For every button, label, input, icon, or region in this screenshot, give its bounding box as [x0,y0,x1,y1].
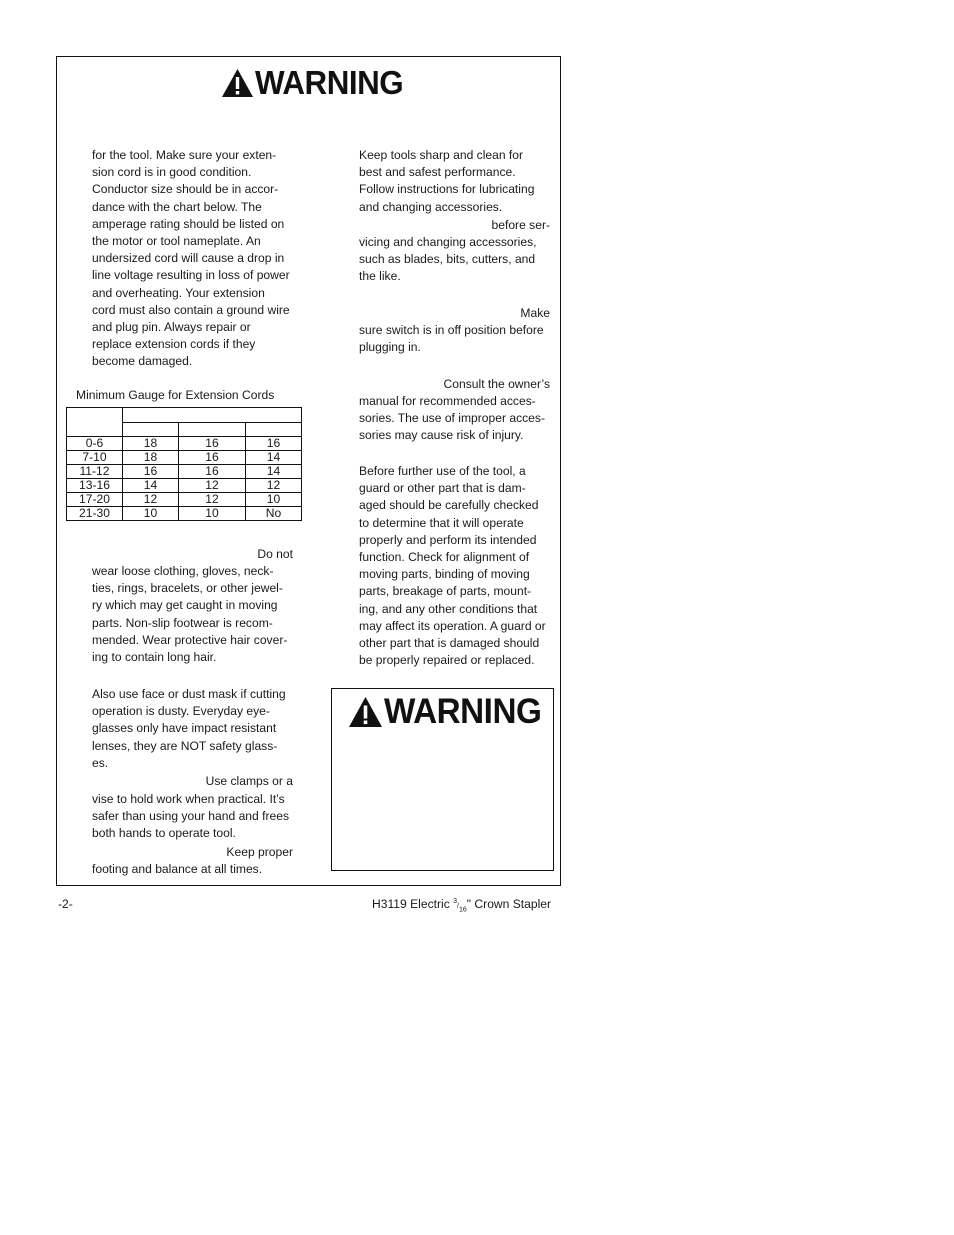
switch-text: sure switch is in off position before plugging in. [359,323,544,355]
maintain-text: Keep tools sharp and clean for best and safest performance. Follow instructions for lubricating and changing accessories. [359,148,535,214]
table-cell: 10 [246,493,302,507]
accessories-lead: Consult the owner’s [443,377,550,391]
table-cell: 16 [246,437,302,451]
table-caption: Minimum Gauge for Extension Cords [76,388,275,402]
disconnect-lead: before ser- [491,218,550,232]
table-row [67,451,302,465]
table-cell: 0-6 [67,437,123,451]
table-row [67,437,302,451]
table-cell: 12 [123,493,179,507]
table-cell: 10 [179,507,246,521]
table-cell: 12 [179,493,246,507]
table-cell: 16 [179,437,246,451]
table-cell: 10 [123,507,179,521]
table-header-cell [123,408,302,423]
table-cell: 18 [123,451,179,465]
extension-cord-text: for the tool. Make sure your exten- sion cord is in good condition. Conductor size should be in accor- dance with the chart below. The amperage rating should be listed on the motor or tool nameplate. An undersized cord will cause a drop in line voltage resulting in loss of power and overheating. Your extension cord must also contain a ground wire and plug pin. Always repair or replace extension cords if they become damaged. [92,148,290,369]
table-cell: 21-30 [67,507,123,521]
table-cell: 16 [179,465,246,479]
table-header-cell [123,422,179,437]
table-header-cell [246,422,302,437]
dress-lead: Do not [257,547,293,561]
page-number: -2- [58,897,73,911]
warning-box-header [348,694,550,729]
table-header-cell [179,422,246,437]
table-row [67,493,302,507]
table-cell: 7-10 [67,451,123,465]
table-row [67,465,302,479]
footer-fraction-numerator: 3 [453,897,458,905]
dress-text: wear loose clothing, gloves, neck- ties, rings, bracelets, or other jewel- ry which may get caught in moving parts. Non-slip footwear is recom- mended. Wear protective hair cover- ing to contain long hair. [92,564,288,665]
accessories-text: manual for recommended acces- sories. The use of improper acces- sories may cause risk of injury. [359,394,545,443]
switch-lead: Make [520,306,550,320]
mask-text: Also use face or dust mask if cutting operation is dusty. Everyday eye- glasses only have impact resistant lenses, they are NOT safety glass- es. [92,687,286,770]
table-cell: 14 [246,465,302,479]
table-cell: 12 [246,479,302,493]
warning-title: WARNING [255,64,404,101]
footer-fraction-denominator: 16 [458,906,467,914]
table-cell: 14 [246,451,302,465]
clamps-lead: Use clamps or a [205,774,293,788]
table-header-cell [67,408,123,437]
table-cell: 16 [179,451,246,465]
table-header-row [67,408,302,423]
table-cell: 16 [123,465,179,479]
footing-text: footing and balance at all times. [92,862,263,876]
table-row [67,507,302,521]
table-cell: No [246,507,302,521]
table-cell: 14 [123,479,179,493]
table-cell: 13-16 [67,479,123,493]
table-cell: 17-20 [67,493,123,507]
extension-cord-gauge-table [66,407,302,521]
table-cell: 11-12 [67,465,123,479]
table-cell: 12 [179,479,246,493]
clamps-text: vise to hold work when practical. It’s safer than using your hand and frees both hands to operate tool. [92,792,289,841]
table-row [67,479,302,493]
footer-product: " Crown Stapler [466,897,552,911]
warning-header [221,66,411,99]
table-cell: 18 [123,437,179,451]
footer-model: H3119 Electric [372,897,450,911]
damaged-parts-text: Before further use of the tool, a guard or other part that is dam- aged should be carefully checked to determine that it will operate properly and perform its intended function. Check for alignment of moving parts, binding of moving parts, breakage of parts, mount- ing, and any other conditions that may affect its operation. A guard or other part that is damaged should be properly repaired or replaced. [359,464,546,668]
footing-lead: Keep proper [226,845,293,859]
disconnect-text: vicing and changing accessories, such as blades, bits, cutters, and the like. [359,235,537,284]
warning-box-title: WARNING [384,692,542,731]
footer-title: H3119 Electric $^3/_{16}$" Crown Stapler [372,897,552,914]
warning-triangle-icon [348,696,383,728]
warning-triangle-icon [221,68,254,98]
